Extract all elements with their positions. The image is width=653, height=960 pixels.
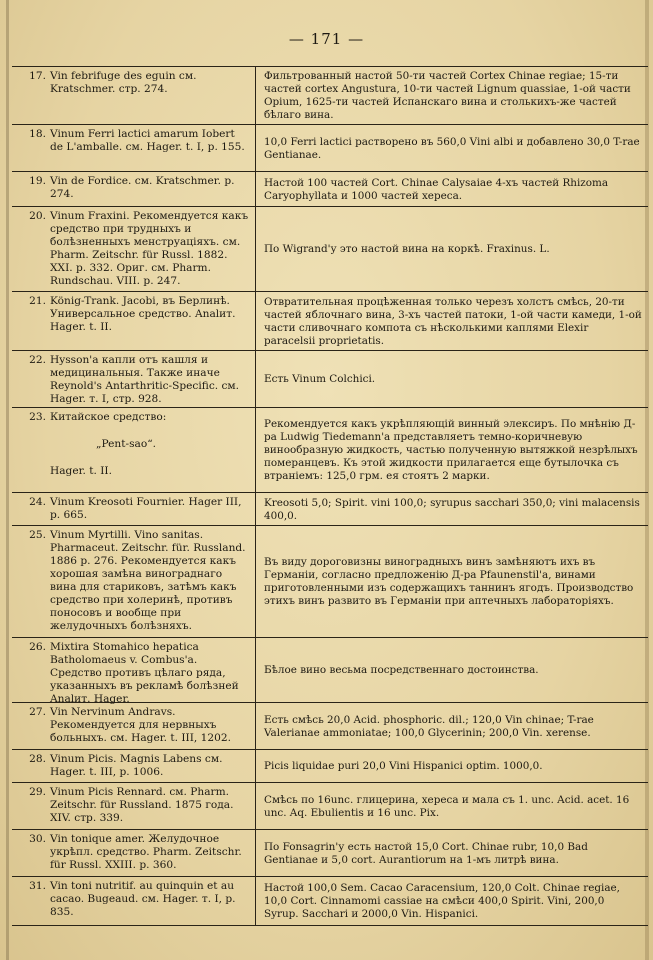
entry-name-cell <box>12 830 255 876</box>
entry-name-cell <box>12 172 255 206</box>
table-row <box>12 493 648 526</box>
entry-description: Въ виду дороговизны виноградныхъ винъ замѣняютъ ихъ въ Германіи, согласно предложенію Д-ра Pfaunenstil'а, винами приготовленными изъ содержащихъ таннинъ ягодъ. Производство этихъ винъ развито въ Германіи при аптечныхъ лабораторіяхъ. <box>255 526 648 637</box>
entry-name-cell <box>12 292 255 350</box>
entry-name: Vinum Picis Rennard. см. Pharm. Zeitschr. für Russland. 1875 года. XIV. стр. 339. <box>50 786 234 824</box>
entry-number: 27. <box>29 706 46 718</box>
entry-description: Есть Vinum Colchici. <box>255 351 648 407</box>
entry-name: Hysson'а капли отъ кашля и медицинальныя. Также иначе Reynold's Antarthritic-Specific. см. Hager. т. I, стр. 928. <box>50 354 240 405</box>
formulary-table <box>12 66 648 926</box>
entry-description: Picis liquidae puri 20,0 Vini Hispanici optim. 1000,0. <box>255 750 648 782</box>
entry-name: Vinum Fraxini. Рекомендуется какъ средство при трудныхъ и болѣзненныхъ менструаціяхъ. см. Pharm. Zeitschr. für Russl. 1882. XXI. p. 332. Ориг. см. Pharm. Rundschau. VIII. p. 247. <box>50 210 249 287</box>
entry-name: Mixtira Stomahico hepatica Batholomaeus v. Combus'а. Средство противъ цѣлаго ряда, указанныхъ въ рекламѣ болѣзней Analит. Hager. <box>50 641 239 705</box>
entry-name: Vin febrifuge des eguin см. Kratschmer. стр. 274. <box>50 70 197 95</box>
table-row <box>12 172 648 207</box>
entry-description: Смѣсь по 16unc. глицерина, хереса и мала съ 1. unc. Acid. acet. 16 unc. Aq. Ebulientis и 16 unc. Pix. <box>255 783 648 829</box>
entry-name-cell <box>12 207 255 291</box>
entry-number: 24. <box>29 496 46 508</box>
entry-name-cell <box>12 703 255 749</box>
table-row <box>12 877 648 926</box>
table-row <box>12 830 648 877</box>
entry-name: Vinum Picis. Magnis Labens см. Hager. t. III, p. 1006. <box>50 753 223 778</box>
table-row <box>12 351 648 408</box>
entry-description: Настой 100 частей Cort. Chinae Calysaiae 4-хъ частей Rhizoma Caryophyllata и 1000 частей хереса. <box>255 172 648 206</box>
entry-name: Vinum Ferri lactici amarum Iobert de L'amballe. см. Hager. t. I, p. 155. <box>50 128 245 153</box>
entry-name-cell <box>12 526 255 637</box>
page-number: — 171 — <box>288 30 365 48</box>
table-row <box>12 750 648 783</box>
entry-number: 21. <box>29 295 46 307</box>
entry-name: Vin Nervinum Andravs. Рекомендуется для нервныхъ больныхъ. см. Hager. t. III, 1202. <box>50 706 231 744</box>
entry-subtitle: „Pent-sao“. <box>96 438 156 450</box>
entry-name-block <box>50 411 251 490</box>
table-row <box>12 207 648 292</box>
entry-number: 31. <box>29 880 46 892</box>
entry-name: Vinum Myrtilli. Vino sanitas. Pharmaceut. Zeitschr. für. Russland. 1886 p. 276. Рекомендуется какъ хорошая замѣна винограднаго вина для стариковъ, затѣмъ какъ средство при холеринѣ, противъ поносовъ и вообще при желудочныхъ болѣзняхъ. <box>50 529 246 632</box>
entry-description: Настой 100,0 Sem. Cacao Caracensium, 120,0 Colt. Chinae regiae, 10,0 Cort. Cinnamomi cassiae на смѣси 400,0 Spirit. Vini, 200,0 Syrup. Sacchari и 2000,0 Vin. Hispanici. <box>255 877 648 925</box>
entry-description: По Fonsagrin'у есть настой 15,0 Cort. Chinae rubr, 10,0 Bad Gentianae и 5,0 cort. Aurantiorum на 1-мъ литрѣ вина. <box>255 830 648 876</box>
entry-number: 19. <box>29 175 46 187</box>
entry-description: Отвратительная процѣженная только черезъ холстъ смѣсь, 20-ти частей яблочнаго вина, 3-хъ частей патоки, 1-ой части камеди, 1-ой части сливочнаго компота съ нѣсколькими каплями Elexir paracelsii proprietatis. <box>255 292 648 350</box>
table-row <box>12 67 648 125</box>
entry-number: 17. <box>29 70 46 82</box>
entry-number: 26. <box>29 641 46 653</box>
table-row <box>12 408 648 493</box>
entry-number: 30. <box>29 833 46 845</box>
entry-name-cell <box>12 67 255 124</box>
entry-name-cell <box>12 783 255 829</box>
entry-name: Vin tonique amer. Желудочное укрѣпл. средство. Pharm. Zeitschr. für Russl. XXIII. p. 360. <box>50 833 242 871</box>
table-row <box>12 638 648 703</box>
entry-number: 20. <box>29 210 46 222</box>
entry-description: Рекомендуется какъ укрѣпляющій винный элексиръ. По мнѣнію Д-ра Ludwig Tiedemann'а представляетъ темно-коричневую винообразную жидкость, частью полученную вытяжкой незрѣлыхъ померанцевъ. Къ этой жидкости прилагается еще бутылочка съ втраніемъ: 125,0 грм. ея стоятъ 2 марки. <box>255 408 648 492</box>
entry-name-cell <box>12 493 255 525</box>
entry-name: König-Trank. Jacobi, въ Берлинѣ. Универсальное средство. Analит. Hager. t. II. <box>50 295 236 333</box>
entry-number: 23. <box>29 411 46 423</box>
entry-description: Есть смѣсь 20,0 Acid. phosphoric. dil.; 120,0 Vin chinae; T-rae Valerianae ammoniatae; 100,0 Glycerinin; 200,0 Vin. xerense. <box>255 703 648 749</box>
entry-name: Vinum Kreosoti Fournier. Hager III, p. 665. <box>50 496 242 521</box>
entry-description: По Wigrand'у это настой вина на коркѣ. Fraxinus. L. <box>255 207 648 291</box>
page-edge-left <box>6 0 9 960</box>
table-row <box>12 703 648 750</box>
table-row <box>12 292 648 351</box>
entry-name-cell <box>12 408 255 492</box>
entry-number: 18. <box>29 128 46 140</box>
entry-name-cell <box>12 750 255 782</box>
entry-description: Бѣлое вино весьма посредственнаго достоинства. <box>255 638 648 702</box>
entry-number: 25. <box>29 529 46 541</box>
entry-reference: Hager. t. II. <box>50 465 112 477</box>
entry-number: 28. <box>29 753 46 765</box>
table-row <box>12 783 648 830</box>
table-row <box>12 125 648 172</box>
table-row <box>12 526 648 638</box>
entry-name-cell <box>12 877 255 925</box>
entry-name-cell <box>12 638 255 705</box>
entry-description: 10,0 Ferri lactici растворено въ 560,0 Vini albi и добавлено 30,0 T-rae Gentianae. <box>255 125 648 171</box>
entry-description: Фильтрованный настой 50-ти частей Cortex Chinae regiae; 15-ти частей cortex Angustura, 10-ти частей Lignum quassiae, 1-ой части Opium, 1625-ти частей Испанскаго вина и столькихъ-же частей бѣлаго вина. <box>255 67 648 124</box>
entry-name-cell <box>12 125 255 171</box>
entry-description: Kreosoti 5,0; Spirit. vini 100,0; syrupus sacchari 350,0; vini malacensis 400,0. <box>255 493 648 525</box>
entry-number: 29. <box>29 786 46 798</box>
entry-name-cell <box>12 351 255 407</box>
entry-number: 22. <box>29 354 46 366</box>
entry-name: Vin toni nutritif. au quinquin et au cacao. Bugeaud. см. Hager. т. I, р. 835. <box>50 880 236 918</box>
entry-name: Vin de Fordice. см. Kratschmer. p. 274. <box>50 175 235 200</box>
entry-name: Китайское средство: <box>50 411 167 423</box>
